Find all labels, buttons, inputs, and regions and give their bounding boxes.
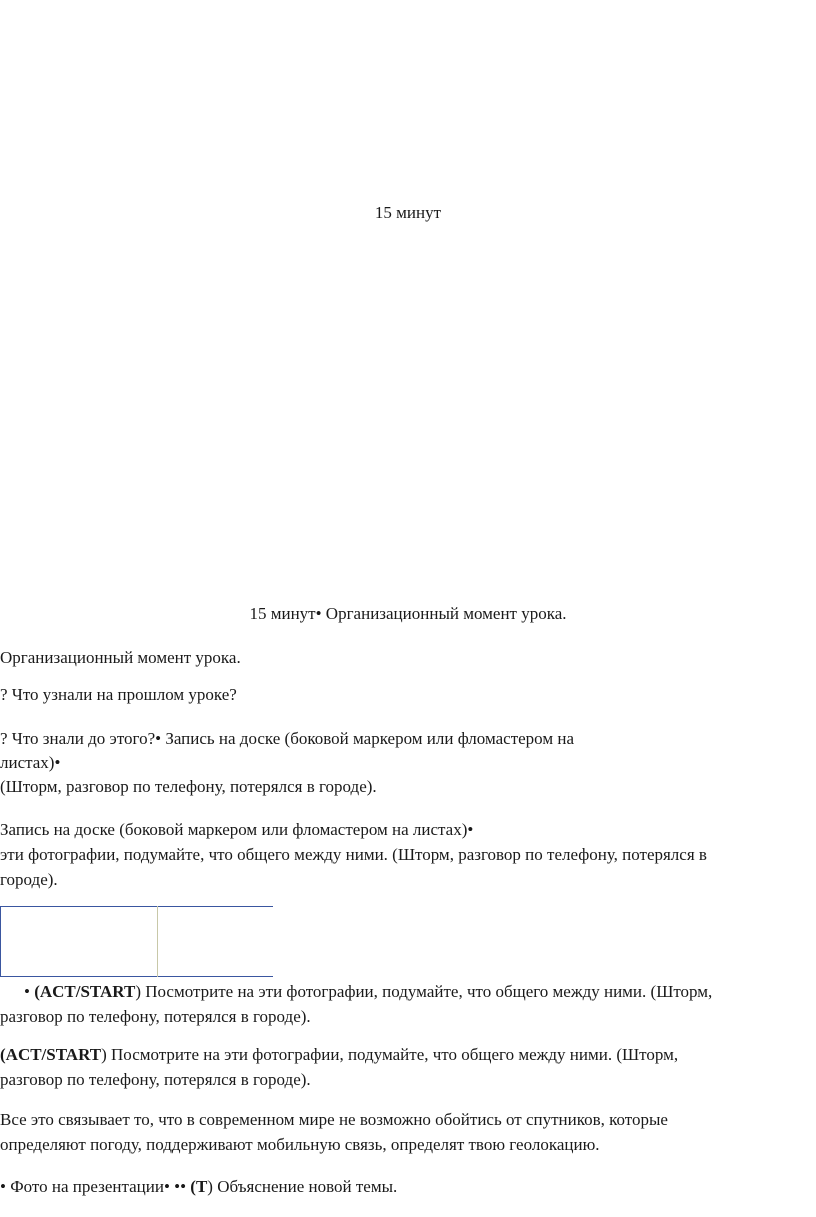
act-start-text-2: ) Посмотрите на эти фотографии, подумайте, что общего между ними. (Шторм, <box>101 1045 679 1064</box>
paragraph-question-before-line3: (Шторм, разговор по телефону, потерялся в городе). <box>0 777 377 796</box>
time-heading-top: 15 минут <box>374 203 442 222</box>
paragraph-board-line1: Запись на доске (боковой маркером или фломастером на листах)• <box>0 820 474 839</box>
paragraph-board-line3: городе). <box>0 870 58 889</box>
paragraph-board-line2: эти фотографии, подумайте, что общего между ними. (Шторм, разговор по телефону, потерялся в <box>0 845 707 864</box>
bullet-icon: • <box>24 982 30 1001</box>
paragraph-act-start-bullet-line1 <box>24 982 712 1002</box>
paragraph-satellites-line2: определяют погоду, поддерживают мобильную связь, определят твою геолокацию. <box>0 1135 600 1154</box>
paragraph-satellites-line1: Все это связывает то, что в современном мире не возможно обойтись от спутников, которые <box>0 1110 668 1129</box>
paragraph-act-start-line2: разговор по телефону, потерялся в городе). <box>0 1070 311 1089</box>
presentation-text: • Фото на презентации• •• <box>0 1177 191 1196</box>
paragraph-question-before-line2: листах)• <box>0 753 61 772</box>
table-border-bottom <box>0 976 273 977</box>
act-start-label-2: (ACT/START <box>0 1045 102 1064</box>
paragraph-act-start-line1 <box>0 1045 678 1065</box>
table-border-left <box>0 906 1 977</box>
act-start-label: (ACT/START <box>34 982 136 1001</box>
paragraph-question-before-line1: ? Что знали до этого?• Запись на доске (боковой маркером или фломастером на <box>0 729 574 748</box>
paragraph-org-moment: Организационный момент урока. <box>0 648 241 667</box>
act-start-text: ) Посмотрите на эти фотографии, подумайте, что общего между ними. (Шторм, <box>135 982 713 1001</box>
paragraph-question-last-lesson: ? Что узнали на прошлом уроке? <box>0 685 237 704</box>
time-heading-line: 15 минут• Организационный момент урока. <box>249 604 567 623</box>
t-label: (Т <box>190 1177 208 1196</box>
table-border-top <box>0 906 273 907</box>
table-cell-divider <box>157 906 158 977</box>
paragraph-presentation <box>0 1177 397 1197</box>
new-topic-text: ) Объяснение новой темы. <box>207 1177 398 1196</box>
paragraph-act-start-bullet-line2: разговор по телефону, потерялся в городе). <box>0 1007 311 1026</box>
empty-table <box>0 906 273 977</box>
